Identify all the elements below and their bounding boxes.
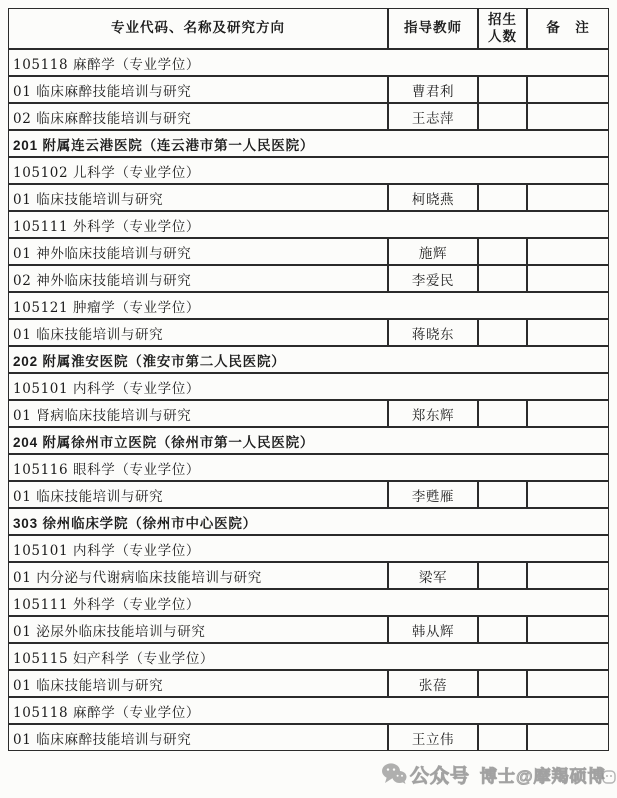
- major-row: [8, 643, 609, 670]
- major-cell: 105118 麻醉学（专业学位）: [8, 49, 609, 76]
- major-cell: 105101 内科学（专业学位）: [8, 535, 609, 562]
- major-cell: 105111 外科学（专业学位）: [8, 589, 609, 616]
- direction-cell: 01 肾病临床技能培训与研究: [8, 400, 388, 427]
- header-note-column: 备 注: [527, 8, 609, 49]
- enrollment-cell: [478, 616, 527, 643]
- major-row: [8, 454, 609, 481]
- admissions-table: [8, 8, 609, 751]
- watermark: [381, 756, 613, 792]
- teacher-cell: 李爱民: [388, 265, 478, 292]
- direction-cell: 01 临床麻醉技能培训与研究: [8, 724, 388, 751]
- direction-cell: 01 临床技能培训与研究: [8, 319, 388, 346]
- header-major-column: 专业代码、名称及研究方向: [8, 8, 388, 49]
- direction-row: [8, 562, 609, 589]
- enrollment-cell: [478, 481, 527, 508]
- teacher-cell: 王志萍: [388, 103, 478, 130]
- hospital-cell: 202 附属淮安医院（淮安市第二人民医院）: [8, 346, 609, 373]
- major-cell: 105101 内科学（专业学位）: [8, 373, 609, 400]
- teacher-cell: 李甦雁: [388, 481, 478, 508]
- direction-row: [8, 724, 609, 751]
- watermark-account-name-label: 博士@摩羯硕博: [480, 766, 606, 786]
- major-row: [8, 697, 609, 724]
- direction-row: [8, 103, 609, 130]
- direction-row: [8, 400, 609, 427]
- major-cell: 105115 妇产科学（专业学位）: [8, 643, 609, 670]
- major-cell: 105111 外科学（专业学位）: [8, 211, 609, 238]
- major-row: [8, 211, 609, 238]
- direction-row: [8, 184, 609, 211]
- enrollment-cell: [478, 670, 527, 697]
- major-row: [8, 535, 609, 562]
- watermark-account-type-label: 公众号: [410, 765, 471, 787]
- hospital-cell: 204 附属徐州市立医院（徐州市第一人民医院）: [8, 427, 609, 454]
- enrollment-cell: [478, 265, 527, 292]
- teacher-cell: 张蓓: [388, 670, 478, 697]
- table-header-row: [8, 8, 609, 49]
- note-cell: [527, 481, 609, 508]
- header-enrollment-line1: 招生: [488, 11, 517, 27]
- note-cell: [527, 76, 609, 103]
- hospital-row: [8, 427, 609, 454]
- direction-row: [8, 265, 609, 292]
- major-cell: 105118 麻醉学（专业学位）: [8, 697, 609, 724]
- note-cell: [527, 238, 609, 265]
- major-row: [8, 157, 609, 184]
- direction-row: [8, 481, 609, 508]
- direction-cell: 02 神外临床技能培训与研究: [8, 265, 388, 292]
- direction-cell: 01 泌尿外临床技能培训与研究: [8, 616, 388, 643]
- enrollment-cell: [478, 400, 527, 427]
- table-body: [8, 49, 609, 751]
- note-cell: [527, 319, 609, 346]
- direction-row: [8, 238, 609, 265]
- major-cell: 105102 儿科学（专业学位）: [8, 157, 609, 184]
- direction-cell: 01 临床技能培训与研究: [8, 670, 388, 697]
- teacher-cell: 施辉: [388, 238, 478, 265]
- teacher-cell: 王立伟: [388, 724, 478, 751]
- header-teacher-column: 指导教师: [388, 8, 478, 49]
- teacher-cell: 梁军: [388, 562, 478, 589]
- enrollment-cell: [478, 724, 527, 751]
- wechat-icon: [381, 762, 407, 786]
- major-row: [8, 373, 609, 400]
- direction-row: [8, 319, 609, 346]
- header-enrollment-column: [478, 8, 527, 49]
- direction-cell: 01 临床技能培训与研究: [8, 481, 388, 508]
- enrollment-cell: [478, 319, 527, 346]
- note-cell: [527, 265, 609, 292]
- header-enrollment-line2: 人数: [488, 28, 517, 44]
- enrollment-cell: [478, 238, 527, 265]
- teacher-cell: 柯晓燕: [388, 184, 478, 211]
- hospital-row: [8, 130, 609, 157]
- enrollment-cell: [478, 184, 527, 211]
- major-cell: 105121 肿瘤学（专业学位）: [8, 292, 609, 319]
- direction-cell: 01 临床技能培训与研究: [8, 184, 388, 211]
- major-cell: 105116 眼科学（专业学位）: [8, 454, 609, 481]
- teacher-cell: 韩从辉: [388, 616, 478, 643]
- direction-cell: 02 临床麻醉技能培训与研究: [8, 103, 388, 130]
- major-row: [8, 292, 609, 319]
- note-cell: [527, 562, 609, 589]
- note-cell: [527, 103, 609, 130]
- hospital-row: [8, 346, 609, 373]
- major-row: [8, 49, 609, 76]
- watermark-mini-emoji-icon: [602, 770, 616, 784]
- direction-row: [8, 76, 609, 103]
- major-row: [8, 589, 609, 616]
- direction-cell: 01 神外临床技能培训与研究: [8, 238, 388, 265]
- enrollment-cell: [478, 76, 527, 103]
- hospital-row: [8, 508, 609, 535]
- note-cell: [527, 184, 609, 211]
- hospital-cell: 303 徐州临床学院（徐州市中心医院）: [8, 508, 609, 535]
- enrollment-cell: [478, 103, 527, 130]
- teacher-cell: 曹君利: [388, 76, 478, 103]
- direction-cell: 01 临床麻醉技能培训与研究: [8, 76, 388, 103]
- direction-cell: 01 内分泌与代谢病临床技能培训与研究: [8, 562, 388, 589]
- note-cell: [527, 616, 609, 643]
- enrollment-cell: [478, 562, 527, 589]
- note-cell: [527, 724, 609, 751]
- note-cell: [527, 670, 609, 697]
- direction-row: [8, 616, 609, 643]
- note-cell: [527, 400, 609, 427]
- direction-row: [8, 670, 609, 697]
- hospital-cell: 201 附属连云港医院（连云港市第一人民医院）: [8, 130, 609, 157]
- teacher-cell: 蒋晓东: [388, 319, 478, 346]
- teacher-cell: 郑东辉: [388, 400, 478, 427]
